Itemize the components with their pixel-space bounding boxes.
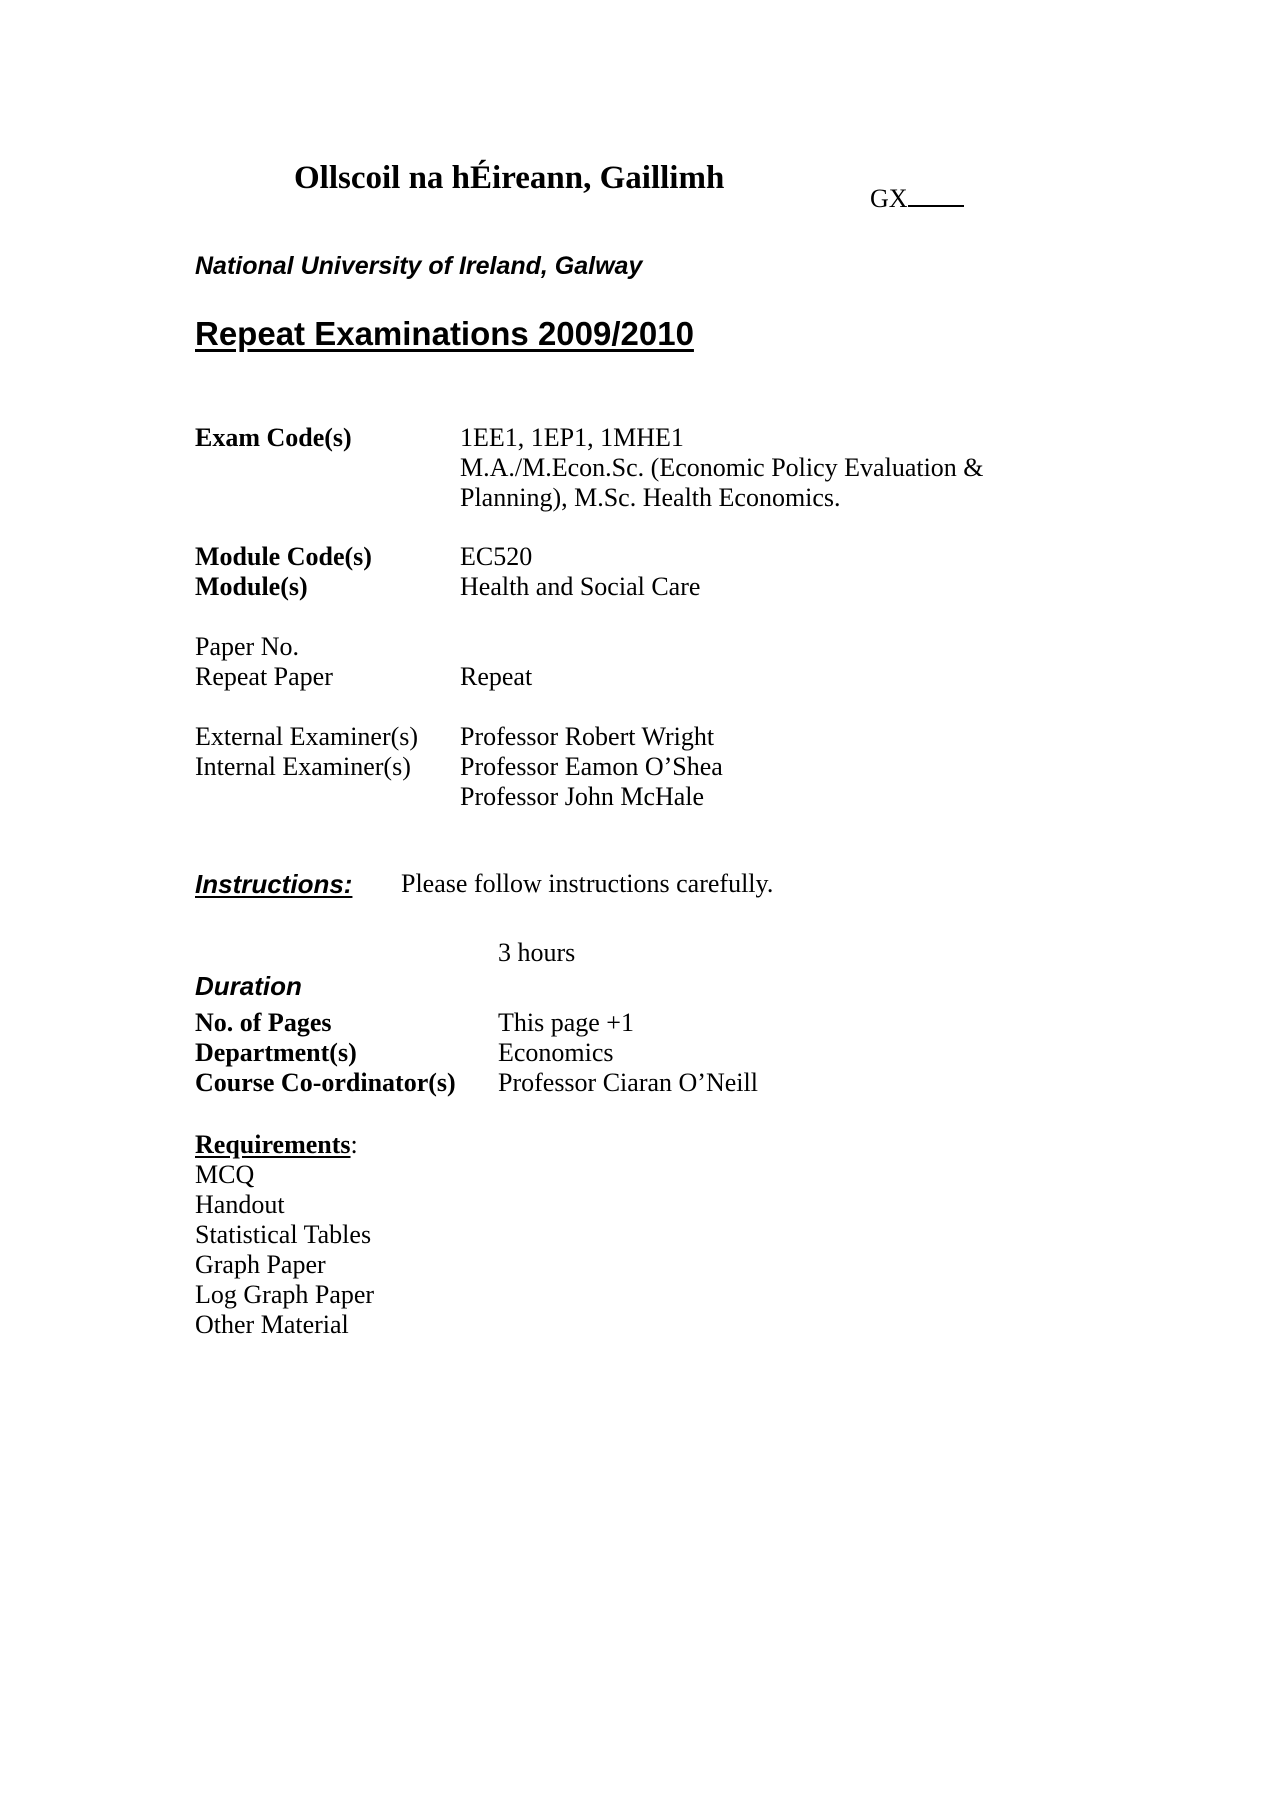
requirement-item: MCQ: [195, 1160, 255, 1189]
module-value: Health and Social Care: [460, 572, 701, 601]
duration-value: 3 hours: [498, 938, 576, 967]
instructions-label: Instructions:: [195, 869, 353, 899]
exam-codes-label: Exam Code(s): [195, 423, 352, 452]
module-code-value: EC520: [460, 542, 533, 571]
module-code-label: Module Code(s): [195, 542, 372, 571]
repeat-paper-label: Repeat Paper: [195, 662, 333, 691]
university-english-name: National University of Ireland, Galway: [195, 252, 643, 280]
university-irish-name: Ollscoil na hÉireann, Gaillimh: [294, 160, 725, 196]
instructions-text: Please follow instructions carefully.: [401, 869, 774, 898]
exam-codes-line2: M.A./M.Econ.Sc. (Economic Policy Evaluation &: [460, 453, 984, 482]
gx-code-label: GX: [870, 184, 908, 213]
requirement-item: Log Graph Paper: [195, 1280, 375, 1309]
internal-examiner-label: Internal Examiner(s): [195, 752, 411, 781]
coordinator-value: Professor Ciaran O’Neill: [498, 1068, 758, 1097]
requirement-item: Statistical Tables: [195, 1220, 372, 1249]
requirement-item: Handout: [195, 1190, 285, 1219]
internal-examiner-value-1: Professor Eamon O’Shea: [460, 752, 723, 781]
department-label: Department(s): [195, 1038, 357, 1067]
internal-examiner-value-2: Professor John McHale: [460, 782, 705, 811]
requirement-item: Graph Paper: [195, 1250, 326, 1279]
coordinator-label: Course Co-ordinator(s): [195, 1068, 456, 1097]
external-examiner-value: Professor Robert Wright: [460, 722, 715, 751]
requirements-colon: :: [350, 1130, 358, 1159]
exam-codes-line1: 1EE1, 1EP1, 1MHE1: [460, 423, 684, 452]
gx-blank-line: [908, 185, 964, 207]
module-label: Module(s): [195, 572, 308, 601]
repeat-paper-value: Repeat: [460, 662, 533, 691]
duration-label: Duration: [195, 971, 302, 1001]
department-value: Economics: [498, 1038, 614, 1067]
no-of-pages-label: No. of Pages: [195, 1008, 332, 1037]
no-of-pages-value: This page +1: [498, 1008, 634, 1037]
requirement-item: Other Material: [195, 1310, 349, 1339]
requirements-heading: [195, 1130, 358, 1160]
requirements-title: Requirements: [195, 1130, 351, 1159]
exam-title: Repeat Examinations 2009/2010: [195, 315, 694, 352]
gx-code-field: [870, 184, 964, 214]
external-examiner-label: External Examiner(s): [195, 722, 419, 751]
paper-no-label: Paper No.: [195, 632, 299, 661]
exam-codes-line3: Planning), M.Sc. Health Economics.: [460, 483, 841, 512]
